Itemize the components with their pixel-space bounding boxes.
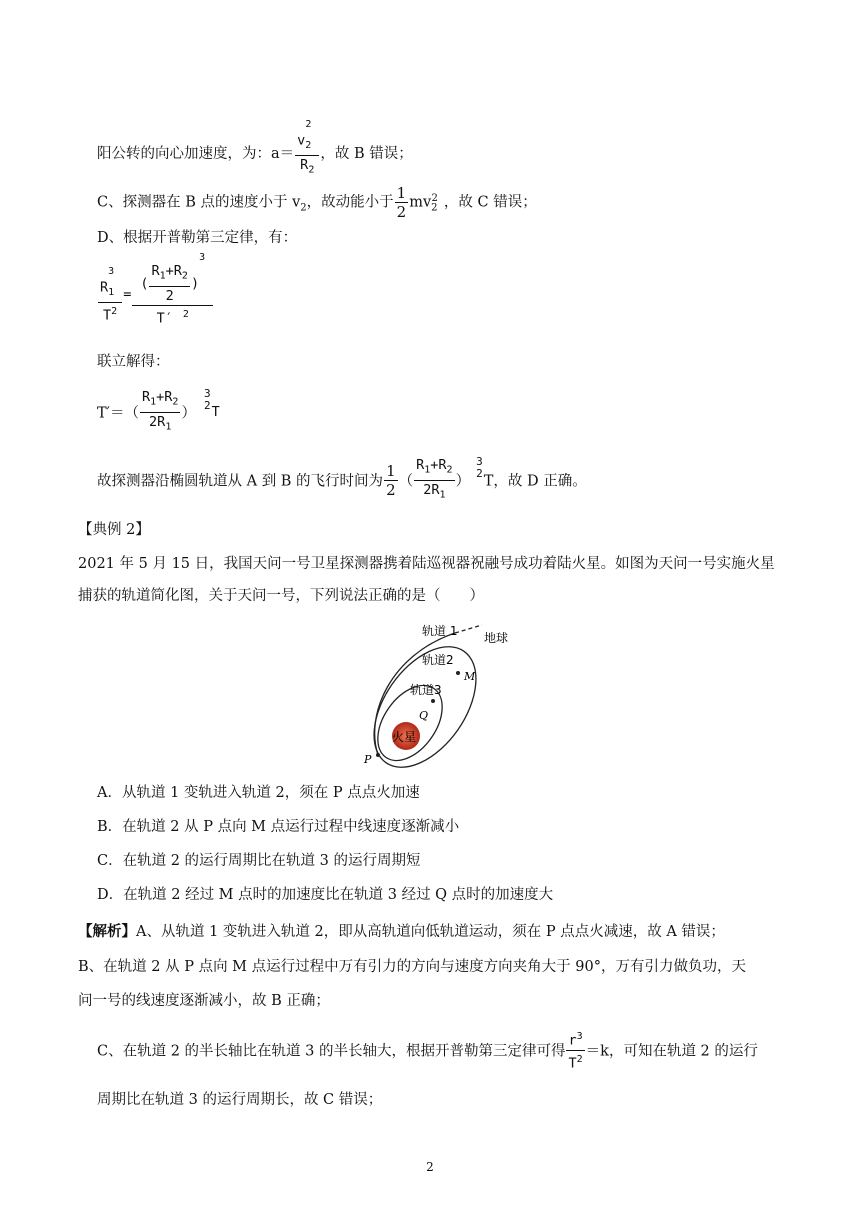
analysis-c-line2: 周期比在轨道 3 的运行周期长，故 C 错误； [97,1092,383,1108]
label-mars: 火星 [392,730,417,744]
analysis-label: 【解析】 [78,923,136,940]
line-option-c-kinetic: C、探测器在 B 点的速度小于 $v_2$，故动能小于 $\frac{1}{2}$ $mv_2^2$ ，故 C 错误； [97,184,537,221]
fraction-r3-t2: $\frac{r^3}{T^2}$ [566,1028,584,1072]
label-orbit-1: 轨道 1 [422,624,458,638]
fraction-half: $\frac{1}{2}$ [396,184,407,221]
analysis-b-line1: B、在轨道 2 从 P 点向 M 点运行过程中万有引力的方向与速度方向夹角大于 90°，万有引力做负功，天 [78,959,746,975]
point-m [456,671,460,675]
line-option-d-kepler: D、根据开普勒第三定律，有： [97,230,298,246]
fraction-right-side: ( $\frac{R_1+R_2}{2}$ )$^3$ T′ $^2$ [132,262,213,327]
question-stem-line1: 2021 年 5 月 15 日，我国天问一号卫星探测器携着陆巡视器祝融号成功着陆火星。如图为天问一号实施火星 [78,556,775,572]
fraction-v2-r2: $\frac{v_2^2}{R_2}$ [295,128,319,180]
question-stem-line2: 捕获的轨道简化图，关于天问一号，下列说法正确的是（ ） [78,588,484,604]
label-q: Q [419,709,429,722]
point-q [431,699,435,703]
option-b: B．在轨道 2 从 P 点向 M 点运行过程中线速度逐渐减小 [97,819,460,835]
orbit-2-ellipse [360,628,497,770]
analysis-a: 【解析】A、从轨道 1 变轨进入轨道 2，即从高轨道向低轨道运动，须在 P 点点火减速，故 A 错误； [78,923,725,940]
option-a: A．从轨道 1 变轨进入轨道 2，须在 P 点点火加速 [97,785,420,801]
line-solve: 联立解得： [97,354,170,370]
label-p: P [364,753,372,766]
label-orbit-2: 轨道2 [422,653,454,667]
label-m: M [464,670,476,683]
kepler-equation: $\frac{R_1^3}{T^2}$ = ( $\frac{R_1+R_2}{2}$ )$^3$ T′ $^2$ [97,262,214,327]
label-earth: 地球 [484,631,509,645]
fraction-r1-cubed-over-t-squared: $\frac{R_1^3}{T^2}$ [98,265,122,325]
example-heading: 【典例 2】 [78,522,150,538]
analysis-b-line2: 问一号的线速度逐渐减小，故 B 正确； [78,993,330,1009]
line-acceleration: 阳公转的向心加速度，为：a＝ $\frac{v_2^2}{R_2}$ ，故 B 错误； [97,128,413,180]
page-number: 2 [426,1160,434,1174]
analysis-c-line1: C、在轨道 2 的半长轴比在轨道 3 的半长轴大，根据开普勒第三定律可得 $\frac{r^3}{T^2}$ ＝k，可知在轨道 2 的运行 [97,1028,758,1072]
option-c: C．在轨道 2 的运行周期比在轨道 3 的运行周期短 [97,853,421,869]
orbit-diagram [360,615,530,770]
label-orbit-3: 轨道3 [410,683,442,697]
orbit-1-dashed [455,625,482,633]
point-p [376,753,380,757]
period-equation: T′＝（ $\frac{R_1+R_2}{2R_1}$ ） 3 2 T [97,387,220,433]
line-flight-time: 故探测器沿椭圆轨道从 A 到 B 的飞行时间为 $\frac{1}{2}$ （ $\frac{R_1+R_2}{2R_1}$ ） 3 2 T，故 D 正确。 [97,455,587,501]
option-d: D．在轨道 2 经过 M 点时的加速度比在轨道 3 经过 Q 点时的加速度大 [97,887,554,903]
